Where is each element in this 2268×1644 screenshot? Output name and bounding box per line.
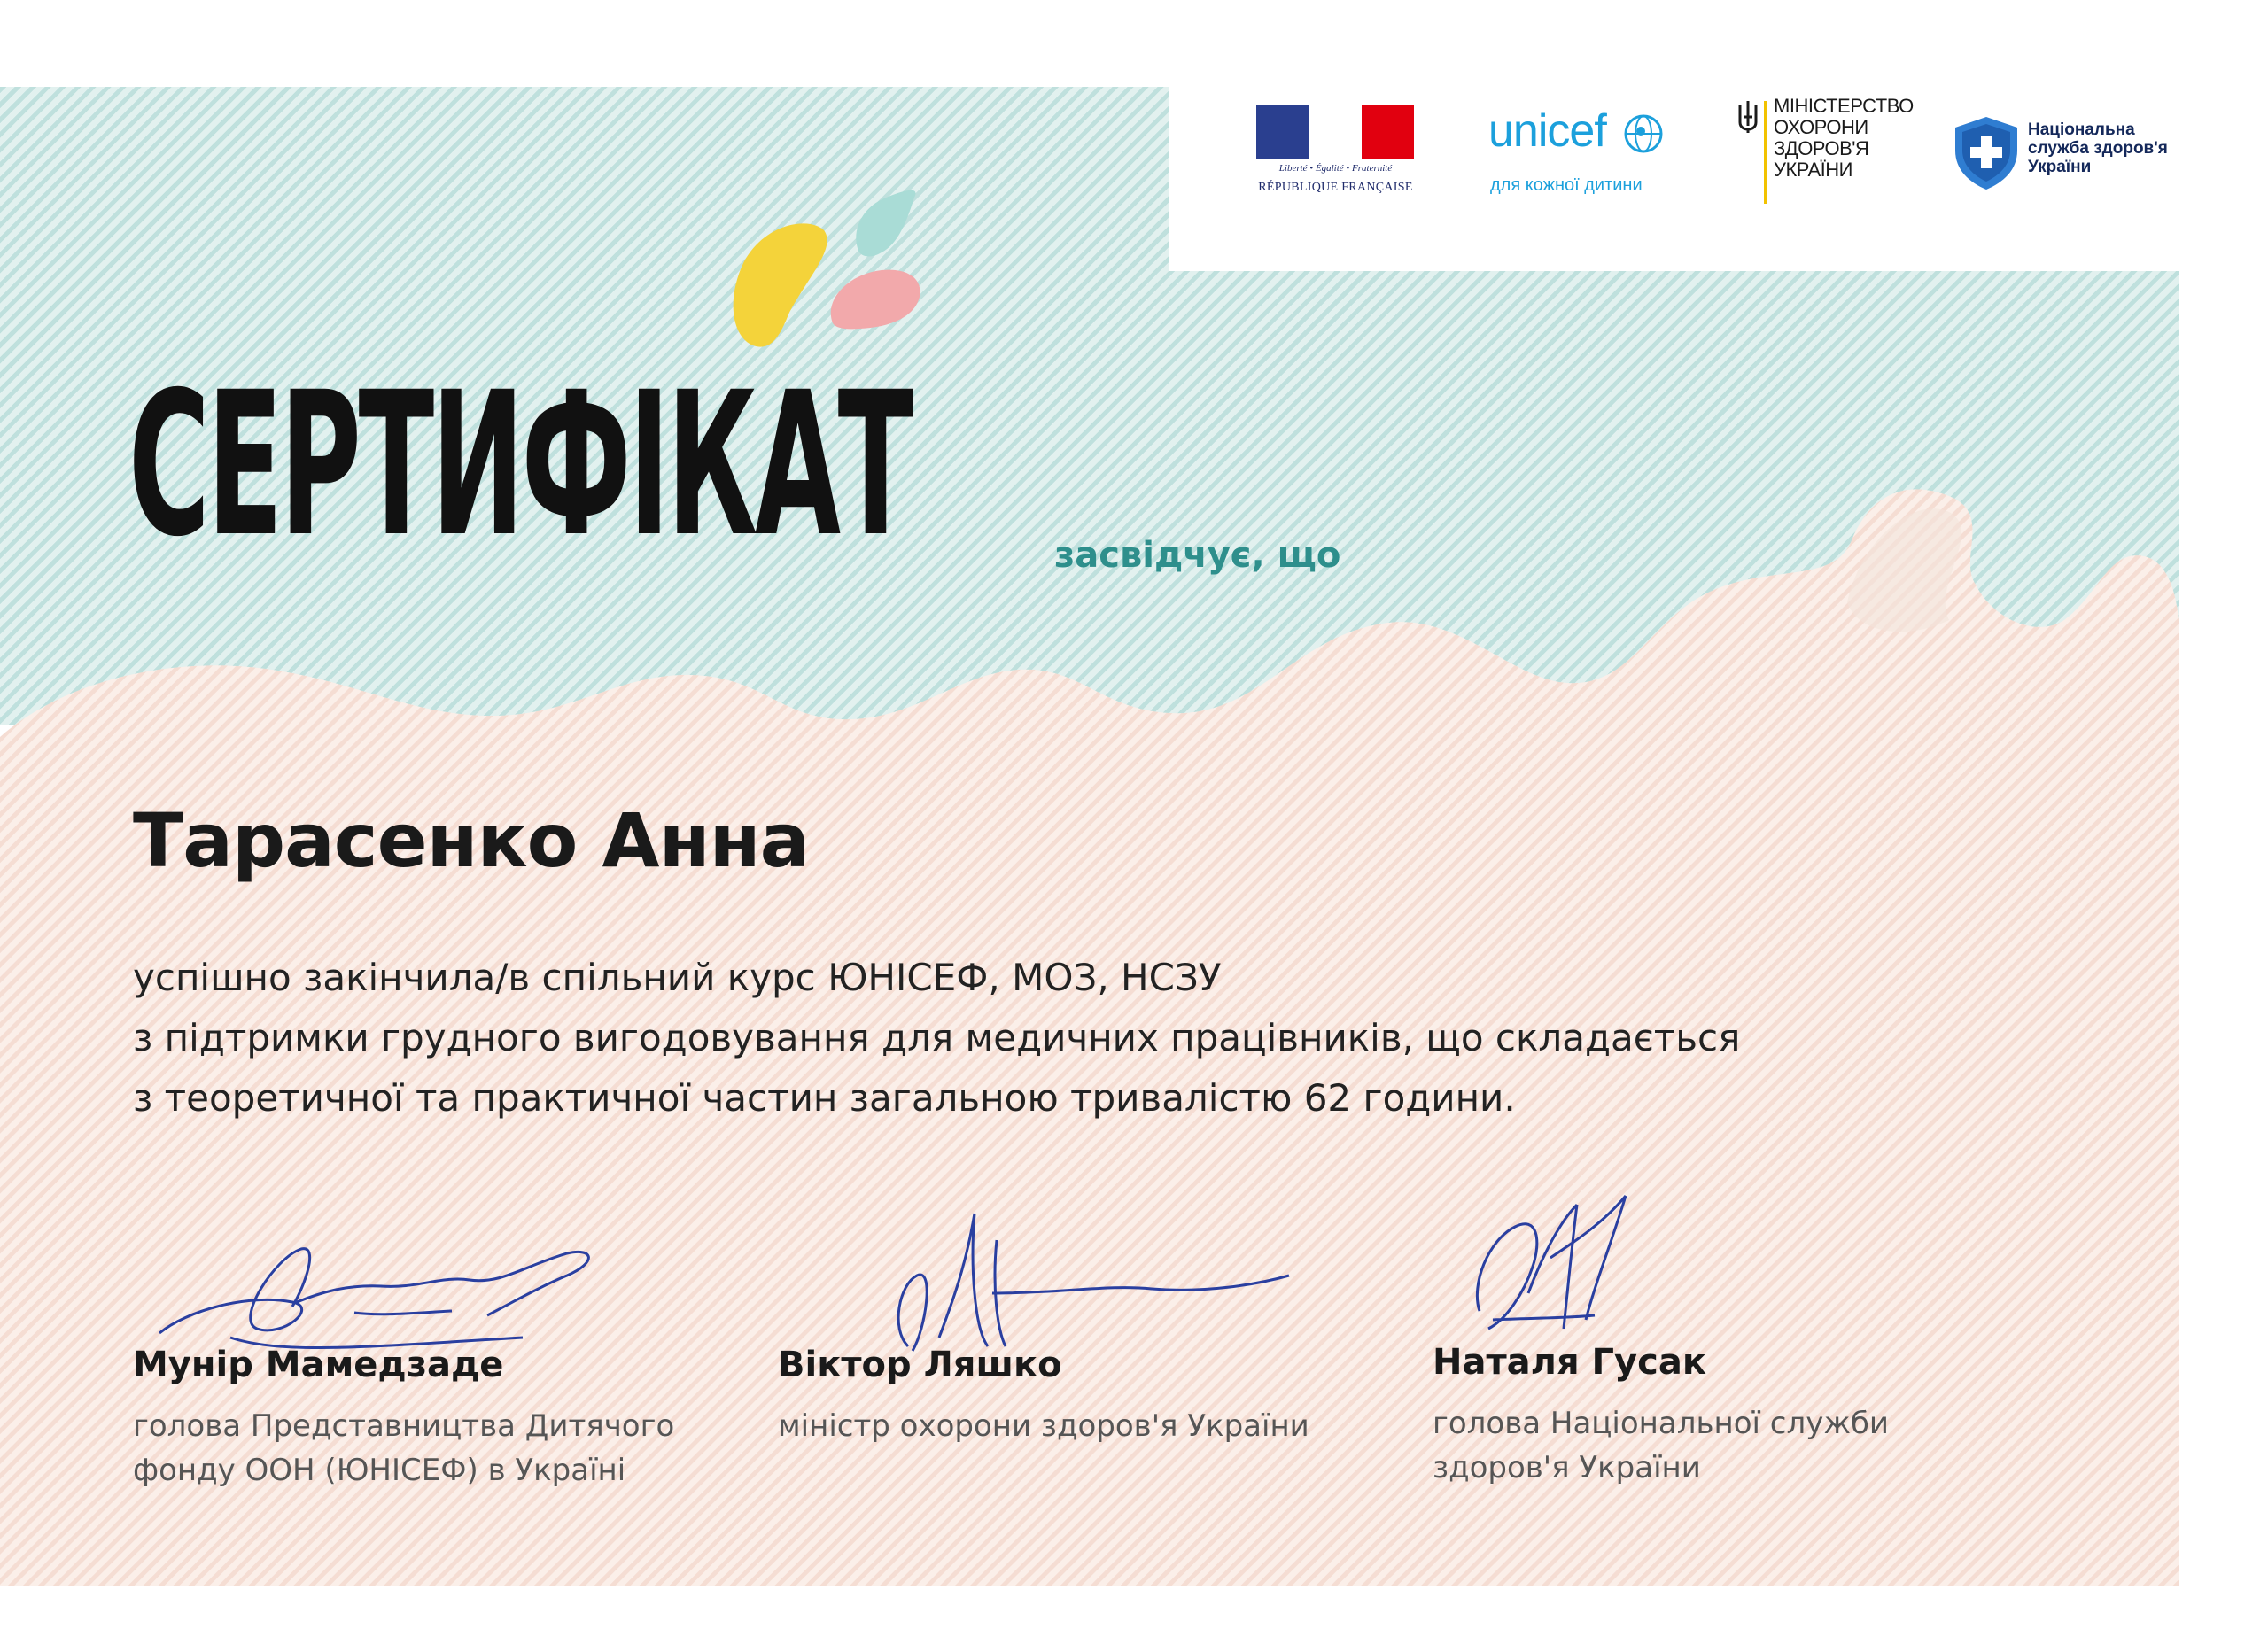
- signatory-3-name: Наталя Гусак: [1433, 1342, 1706, 1383]
- moz-name: [1774, 96, 1914, 181]
- signatory-2-name: Віктор Ляшко: [778, 1345, 1062, 1385]
- signatory-role-line: здоров'я України: [1433, 1450, 1701, 1485]
- description-line: з підтримки грудного вигодовування для медичних працівників, що складається: [133, 1016, 1741, 1059]
- nszu-name-line: служба здоров'я: [2028, 139, 2168, 158]
- nszu-logo: [1953, 115, 2184, 195]
- pink-drop: [831, 270, 920, 330]
- certifies-text: засвідчує, що: [1054, 535, 1341, 576]
- signatory-role-line: голова Національної служби: [1433, 1406, 1890, 1441]
- unicef-logo: [1488, 105, 1683, 202]
- unicef-wordmark: unicef: [1488, 105, 1606, 157]
- france-motto: Liberté • Égalité • Fraternité: [1278, 163, 1393, 174]
- moz-name-line: ОХОРОНИ: [1774, 116, 1868, 138]
- signatory-2-role: [778, 1404, 1309, 1448]
- moz-name-line: УКРАЇНИ: [1774, 159, 1852, 181]
- recipient-name: Тарасенко Анна: [133, 797, 810, 884]
- signatory-role-line: фонду ООН (ЮНІСЕФ) в Україні: [133, 1453, 626, 1488]
- description-line: успішно закінчила/в спільний курс ЮНІСЕФ, МОЗ, НСЗУ: [133, 956, 1222, 999]
- teal-drop: [856, 190, 915, 257]
- shield-cross-icon: [1953, 115, 2019, 191]
- description-line: з теоретичної та практичної частин загальною тривалістю 62 години.: [133, 1076, 1516, 1120]
- france-logo: [1254, 105, 1418, 204]
- signature-3: [1462, 1187, 1657, 1346]
- globe-icon: [1621, 112, 1666, 156]
- decorative-drops: [726, 182, 939, 359]
- nszu-name-line: Національна: [2028, 120, 2135, 139]
- trident-icon: [1736, 99, 1759, 135]
- france-flag-icon: [1256, 105, 1414, 159]
- certificate-title: СЕРТИФІКАТ: [128, 349, 911, 580]
- yellow-drop: [734, 223, 827, 346]
- signatory-role-line: міністр охорони здоров'я України: [778, 1408, 1309, 1444]
- unicef-subtitle: для кожної дитини: [1490, 175, 1643, 195]
- moz-name-line: МІНІСТЕРСТВО: [1774, 95, 1914, 117]
- signatory-1-role: [133, 1404, 674, 1493]
- moz-logo: [1736, 96, 1914, 202]
- signatory-3-role: [1433, 1401, 1889, 1490]
- signatory-1-name: Мунір Мамедзаде: [133, 1345, 504, 1385]
- nszu-name: [2028, 120, 2168, 176]
- nszu-name-line: України: [2028, 158, 2092, 176]
- signatory-role-line: голова Представництва Дитячого: [133, 1408, 675, 1444]
- course-description: [133, 948, 1740, 1128]
- france-name: RÉPUBLIQUE FRANÇAISE: [1258, 181, 1413, 194]
- moz-accent-bar: [1764, 101, 1767, 204]
- moz-name-line: ЗДОРОВ'Я: [1774, 137, 1869, 159]
